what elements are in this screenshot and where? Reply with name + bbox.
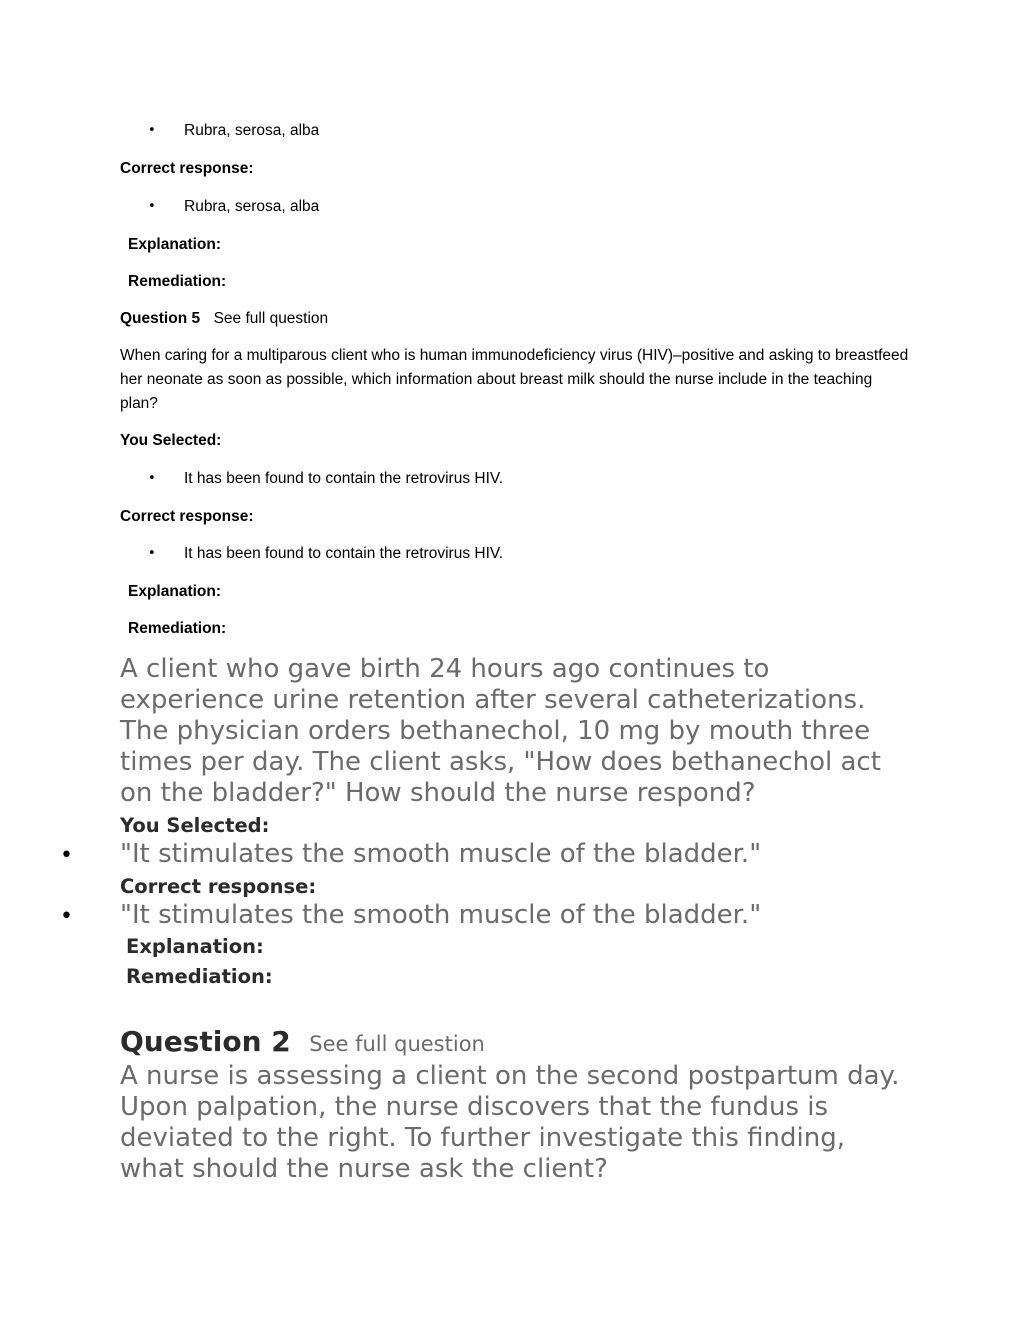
you-selected-label: You Selected: (120, 814, 270, 837)
explanation-label: Explanation: (126, 935, 264, 958)
question-title: Question 5 (120, 310, 201, 327)
see-full-question-link[interactable]: See full question (213, 310, 329, 327)
remediation-label: Remediation: (128, 273, 227, 290)
explanation-label: Explanation: (128, 583, 222, 600)
prev-correct-answer: Rubra, serosa, alba (184, 198, 320, 215)
selected-answer: "It stimulates the smooth muscle of the bladder." (120, 839, 762, 869)
correct-answer: It has been found to contain the retrovirus HIV. (184, 545, 504, 562)
question-2-header (120, 1025, 485, 1059)
see-full-question-link[interactable]: See full question (309, 1032, 485, 1056)
bullet-icon: • (60, 843, 73, 868)
remediation-label: Remediation: (128, 620, 227, 637)
bullet-icon: • (148, 471, 156, 486)
bullet-icon: • (60, 904, 73, 929)
correct-response-label: Correct response: (120, 875, 317, 898)
bullet-icon: • (148, 546, 156, 561)
bullet-icon: • (148, 123, 156, 138)
question-5-text: When caring for a multiparous client who is human immunodeficiency virus (HIV)–positive and asking to breastfeed her neonate as soon as possible, which information about breast milk should the nurse include in the teaching plan? (120, 347, 909, 412)
bethanechol-question-text: A client who gave birth 24 hours ago continues to experience urine retention after several catheterizations. The physician orders bethanechol, 10 mg by mouth three times per day. The client asks, "How does bethanechol act on the bladder?" How should the nurse respond? (120, 654, 881, 808)
explanation-label: Explanation: (128, 236, 222, 253)
remediation-label: Remediation: (126, 965, 273, 988)
prev-selected-answer: Rubra, serosa, alba (184, 122, 320, 139)
bullet-icon: • (148, 199, 156, 214)
you-selected-label: You Selected: (120, 432, 222, 449)
correct-response-label: Correct response: (120, 508, 254, 525)
question-2-text: A nurse is assessing a client on the second postpartum day. Upon palpation, the nurse discovers that the fundus is deviated to the right. To further investigate this finding, what should the nurse ask the client? (120, 1061, 900, 1184)
correct-answer: "It stimulates the smooth muscle of the bladder." (120, 900, 762, 930)
correct-response-label: Correct response: (120, 160, 254, 177)
question-5-header (120, 309, 328, 329)
question-title: Question 2 (120, 1025, 291, 1058)
selected-answer: It has been found to contain the retrovirus HIV. (184, 470, 504, 487)
